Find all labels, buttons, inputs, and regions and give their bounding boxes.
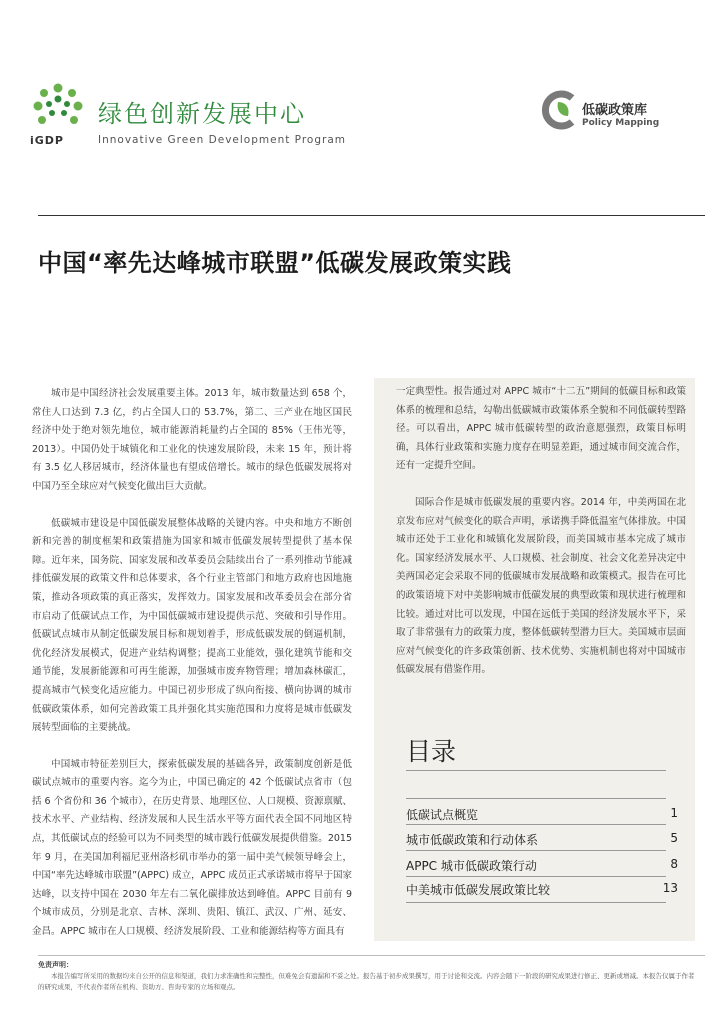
policy-mapping-name-en: Policy Mapping xyxy=(582,118,660,128)
disclaimer-text: 本报告编写所采用的数据均来自公开的信息和渠道，我们力求准确性和完整性，但难免会有遗漏和不妥之处。报告基于初步成果撰写，用于讨论和交流。内容会随下一阶段的研究成果进行修正、更新或增减。本报告仅属于作者的研究成果，不代表作者所在机构、资助方、咨询专家的立场和观点。 xyxy=(38,972,695,991)
toc-divider xyxy=(406,798,666,799)
toc-title: 目录 xyxy=(406,737,457,766)
page-title: 中国“率先达峰城市联盟”低碳发展政策实践 xyxy=(38,249,512,277)
left-column xyxy=(32,385,352,960)
paragraph: 一定典型性。报告通过对 APPC 城市“十二五”期间的低碳目标和政策体系的梳理和总结，勾勒出低碳城市政策体系全貌和不同低碳转型路径。可以看出，APPC 城市低碳转型的政治意愿强烈，政策目标明确，具体行业政策和实施力度存在明显差距，通过城市间交流合作，还有一定提升空间。 xyxy=(396,386,686,472)
toc-item-label: 低碳试点概览 xyxy=(406,808,479,822)
policy-mapping-logo-icon xyxy=(538,90,578,130)
toc-item-page: 1 xyxy=(670,806,678,820)
toc-divider xyxy=(406,876,666,877)
toc-divider xyxy=(406,770,666,771)
disclaimer-title: 免责声明： xyxy=(38,961,73,969)
toc-item[interactable] xyxy=(406,857,678,873)
brand-abbreviation: iGDP xyxy=(30,134,64,147)
toc-divider xyxy=(406,902,666,903)
footer-divider xyxy=(38,955,705,956)
toc-item-page: 8 xyxy=(670,857,678,871)
toc-item-label: APPC 城市低碳政策行动 xyxy=(406,859,537,873)
toc-divider xyxy=(406,850,666,851)
header-divider xyxy=(38,215,705,216)
toc-item-label: 城市低碳政策和行动体系 xyxy=(406,833,539,847)
toc-divider xyxy=(406,824,666,825)
policy-mapping-name-cn: 低碳政策库 xyxy=(582,103,648,118)
paragraph: 中国城市特征差别巨大，探索低碳发展的基础各异，政策制度创新是低碳试点城市的重要内容。迄今为止，中国已确定的 42 个低碳试点省市（包括 6 个省份和 36 个城市），在历史背景、地理区位、人口规模、资源禀赋、技术水平、产业结构、经济发展和人民生活水平等方面代表全国不同地区特点，其低碳试点的经验可以为不同类型的城市践行低碳发展提供借鉴。2015 年 9 月，在美国加利福尼亚州洛杉矶市举办的第一届中美气候领导峰会上，中国“率先达峰城市联盟”(APPC) 成立，APPC 成员正式承诺城市将早于国家达峰，以支持中国在 2030 年左右二氧化碳排放达到峰值。APPC 目前有 9 个城市成员，分别是北京、吉林、深圳、贵阳、镇江、武汉、广州、延安、金昌。APPC 城市在人口规模、经济发展阶段、工业和能源结构等方面具有 xyxy=(32,758,352,938)
paragraph: 国际合作是城市低碳发展的重要内容。2014 年，中美两国在北京发布应对气候变化的联合声明，承诺携手降低温室气体排放。中国城市还处于工业化和城镇化发展阶段，而美国城市基本完成了城市化。国家经济发展水平、人口规模、社会制度、社会文化差异决定中美两国必定会采取不同的低碳城市发展战略和政策模式。报告在可比的政策语境下对中美影响城市低碳发展的典型政策和现状进行梳理和比较。通过对比可以发现，中国在远低于美国的经济发展水平下，采取了非常强有力的政策力度，整体低碳转型潜力巨大。美国城市层面应对气候变化的许多政策创新、技术优势、实施机制也将对中国城市低碳发展有借鉴作用。 xyxy=(396,496,686,676)
brand-name-en: Innovative Green Development Program xyxy=(98,134,346,146)
toc-item-label: 中美城市低碳发展政策比较 xyxy=(406,883,551,897)
toc-item-page: 5 xyxy=(670,831,678,845)
paragraph: 城市是中国经济社会发展重要主体。2013 年，城市数量达到 658 个，常住人口达到 7.3 亿，约占全国人口的 53.7%，第二、三产业在地区国民经济中处于绝对领先地位，城市能源消耗量约占全国的 85%（王伟光等，2013）。中国仍处于城镇化和工业化的快速发展阶段，未来 15 年，预计将有 3.5 亿人移居城市，经济体量也有望成倍增长。城市的绿色低碳发展将对中国乃至全球应对气候变化做出巨大贡献。 xyxy=(32,388,352,492)
toc-item[interactable] xyxy=(406,881,678,897)
right-column xyxy=(396,383,686,698)
toc-item-page: 13 xyxy=(662,881,678,895)
toc-item[interactable] xyxy=(406,806,678,822)
brand-name-cn: 绿色创新发展中心 xyxy=(98,100,306,128)
paragraph: 低碳城市建设是中国低碳发展整体战略的关键内容。中央和地方不断创新和完善的制度框架和政策措施为国家和城市低碳发展转型提供了基本保障。近年来，国务院、国家发展和改革委员会陆续出台了一系列推动节能减排低碳发展的政策文件和总体要求，各个行业主管部门和地方政府也因地施策，推动各项政策的真正落实，发挥效力。国家发展和改革委员会在部分省市启动了低碳试点工作，为中国低碳城市建设提供示范、突破和引导作用。低碳试点城市从制定低碳发展目标和规划着手，形成低碳发展的倒逼机制，优化经济发展模式，促进产业结构调整；提高工业能效，强化建筑节能和交通节能，发展新能源和可再生能源，加强城市废弃物管理；增加森林碳汇，提高城市气候变化适应能力。中国已初步形成了纵向衔接、横向协调的城市低碳政策体系，如何完善政策工具并强化其实施范围和力度将是城市低碳发展转型面临的主要挑战。 xyxy=(32,517,352,734)
toc-item[interactable] xyxy=(406,831,678,847)
